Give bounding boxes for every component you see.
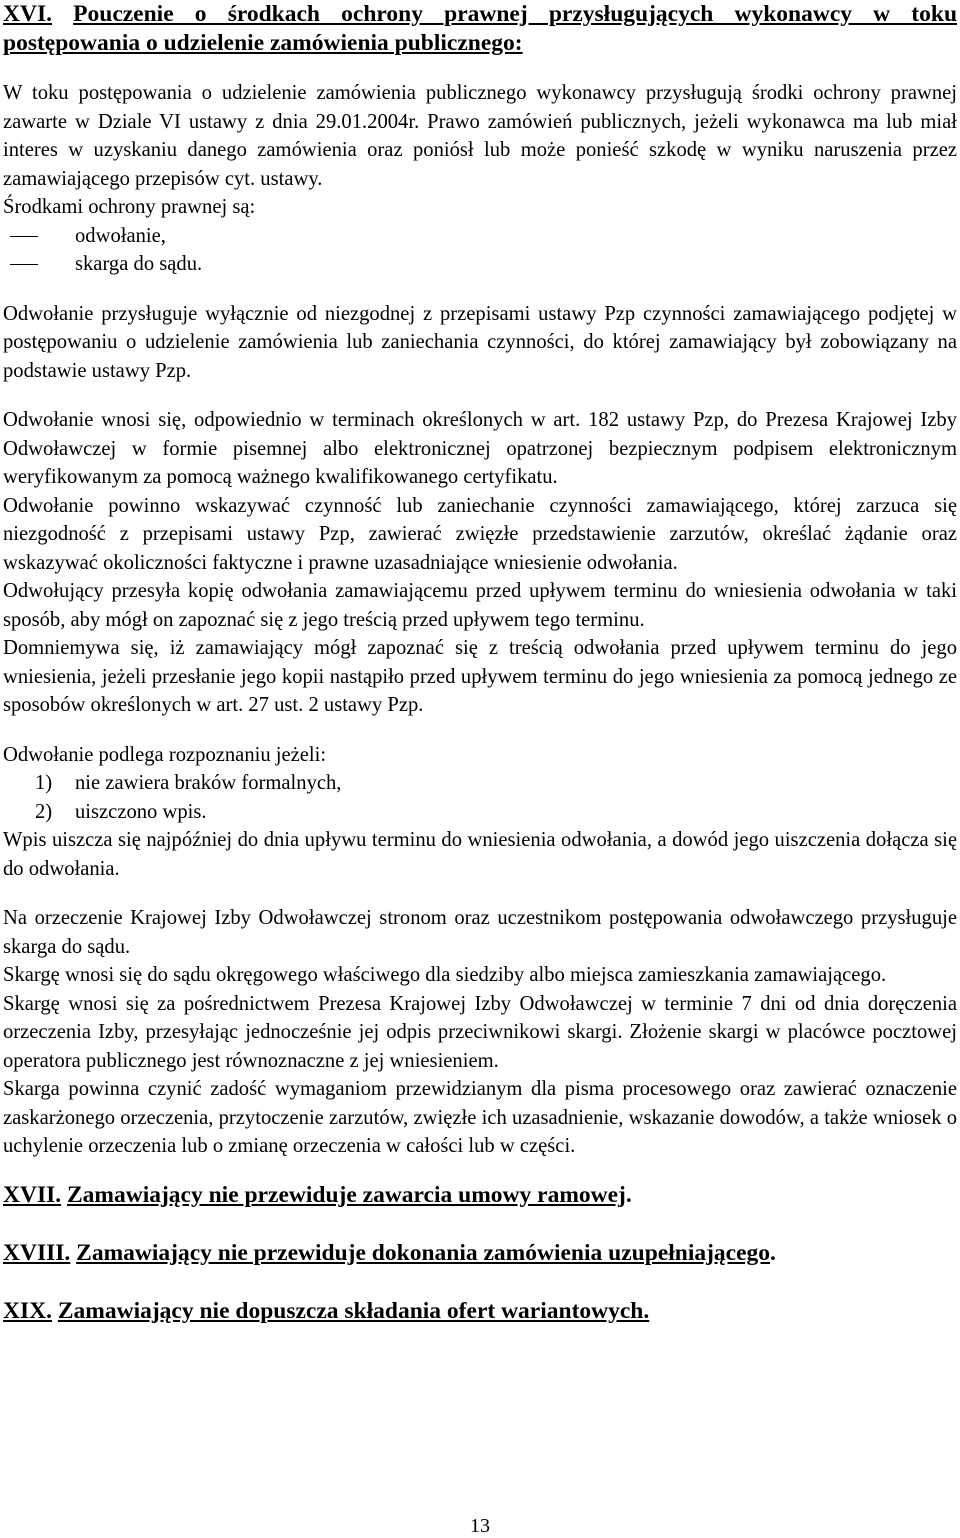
paragraph-fee: Wpis uiszcza się najpóźniej do dnia upływu terminu do wniesienia odwołania, a dowód jego uiszczenia dołącza się do odwołania. xyxy=(3,829,957,880)
section-18-heading xyxy=(3,1239,957,1268)
paragraph-appeal-filing: Odwołanie wnosi się, odpowiednio w terminach określonych w art. 182 ustawy Pzp, do Prezesa Krajowej Izby Odwoławczej w formie pisemnej albo elektronicznej opatrzonej bezpiecznym podpisem elektronicznym weryfikowanym za pomocą ważnego kwalifikowanego certyfikatu. xyxy=(3,409,957,488)
document-body xyxy=(3,0,957,1326)
paragraph-complaint-right: Na orzeczenie Krajowej Izby Odwoławczej stronom oraz uczestnikom postępowania odwoławczego przysługuje skarga do sądu. xyxy=(3,907,957,958)
section-17-number: XVII. xyxy=(3,1181,62,1208)
section-18-number: XVIII. xyxy=(3,1239,71,1266)
paragraph-appeal-copy: Odwołujący przesyła kopię odwołania zamawiającemu przed upływem terminu do wniesienia odwołania w taki sposób, aby mógł on zapoznać się z jego treścią przed upływem tego terminu. xyxy=(3,580,957,631)
section-19-title: Zamawiający nie dopuszcza składania ofert wariantowych. xyxy=(57,1297,650,1324)
condition-text: nie zawiera braków formalnych, xyxy=(75,772,342,794)
section-17-title: Zamawiający nie przewiduje zawarcia umowy ramowej xyxy=(66,1181,626,1208)
paragraph-conditions-label: Odwołanie podlega rozpoznaniu jeżeli: xyxy=(3,743,327,766)
paragraph-appeal-presumption: Domniemywa się, iż zamawiający mógł zapoznać się z treścią odwołania przed upływem terminu do jego wniesienia, jeżeli przesłanie jego kopii nastąpiło przed upływem terminu do jego wniesienia za pomocą jednego ze sposobów określonych w art. 27 ust. 2 ustawy Pzp. xyxy=(3,637,957,716)
means-item-2: skarga do sądu. xyxy=(3,250,957,279)
paragraph-complaint-court: Skargę wnosi się do sądu okręgowego właściwego dla siedziby albo miejsca zamieszkania zamawiającego. xyxy=(3,964,887,986)
paragraph-appeal-scope: Odwołanie przysługuje wyłącznie od niezgodnej z przepisami ustawy Pzp czynności zamawiającego podjętej w postępowaniu o udzielenie zamówienia lub zaniechania czynności, do której zamawiający był zobowiązany na podstawie ustawy Pzp. xyxy=(3,302,957,382)
paragraph-intro: W toku postępowania o udzielenie zamówienia publicznego wykonawcy przysługują środki ochrony prawnej zawarte w Dziale VI ustawy z dnia 29.01.2004r. Prawo zamówień publicznych, jeżeli wykonawca ma lub miał interes w uzyskaniu danego zamówienia oraz poniósł lub może ponieść szkodę w wyniku naruszenia przez zamawiającego przepisów cyt. ustawy. xyxy=(3,82,957,190)
page-number: 13 xyxy=(470,1515,490,1537)
paragraph-appeal-content: Odwołanie powinno wskazywać czynność lub zaniechanie czynności zamawiającego, której zarzuca się niezgodność z przepisami ustawy Pzp, zawierać zwięzłe przedstawienie zarzutów, określać żądanie oraz wskazywać okoliczności faktyczne i prawne uzasadniające wniesienie odwołania. xyxy=(3,494,957,574)
section-16-heading xyxy=(3,0,957,58)
paragraph-means-label: Środkami ochrony prawnej są: xyxy=(3,196,256,218)
condition-number: 1) xyxy=(35,772,53,794)
section-19-number: XIX. xyxy=(3,1297,52,1324)
condition-number: 2) xyxy=(35,800,53,823)
section-18-period: . xyxy=(770,1239,776,1266)
means-item-1: odwołanie, xyxy=(3,222,957,251)
section-17-period: . xyxy=(625,1181,632,1208)
section-16-number: XVI. xyxy=(3,1,52,27)
paragraph-complaint-deadline: Skargę wnosi się za pośrednictwem Prezesa Krajowej Izby Odwoławczej w terminie 7 dni od dnia doręczenia orzeczenia Izby, przesyłając jednocześnie jej odpis przeciwnikowi skargi. Złożenie skargi w placówce pocztowej operatora publicznego jest równoznaczne z jej wniesieniem. xyxy=(3,992,957,1072)
section-19-heading xyxy=(3,1297,957,1326)
section-16-title: Pouczenie o środkach ochrony prawnej przysługujących wykonawcy w toku postępowania o udzielenie zamówienia publicznego: xyxy=(3,1,958,56)
condition-text: uiszczono wpis. xyxy=(75,800,207,823)
section-18-title: Zamawiający nie przewiduje dokonania zamówienia uzupełniającego xyxy=(76,1239,771,1266)
section-17-heading xyxy=(3,1181,957,1210)
condition-item-1 xyxy=(3,769,957,798)
paragraph-complaint-requirements: Skarga powinna czynić zadość wymaganiom przewidzianym dla pisma procesowego oraz zawierać oznaczenie zaskarżonego orzeczenia, przytoczenie zarzutów, zwięzłe ich uzasadnienie, wskazanie dowodów, a także wniosek o uchylenie orzeczenia lub o zmianę orzeczenia w całości lub w części. xyxy=(3,1078,957,1157)
condition-item-2 xyxy=(3,798,957,827)
